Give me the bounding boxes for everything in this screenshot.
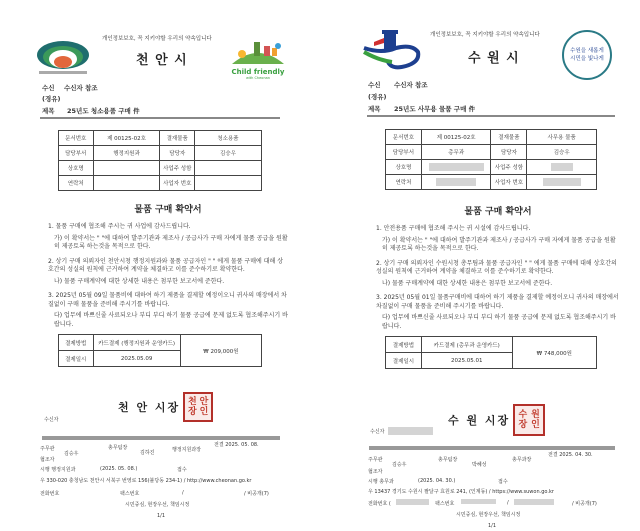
table-row	[59, 335, 262, 351]
table-cell	[194, 176, 261, 191]
suwon-logo	[362, 28, 424, 72]
table-cell: 담당부서	[386, 145, 422, 160]
paragraph-2: 2. 상기 구매 의뢰자인 수원시청 총무팀과 물품 공급자인 " " 에게 물품 구매에 대해 상호간의 성실의 원칙에 근거하여 계약을 체결하고 이를 준수하기로 확약한다.	[376, 259, 617, 275]
footer-execution-date: (2025. 05. 08.)	[100, 466, 138, 472]
footer-fax: 팩스번호	[435, 501, 455, 507]
recipient: 수신자 참조	[64, 84, 98, 92]
signature-block	[448, 404, 545, 436]
recipient-label: 수신	[368, 81, 381, 89]
footer-officer-label: 주무관	[40, 446, 55, 452]
footer-officer-label: 주무관	[368, 457, 383, 463]
signer-name: 천 안 시장	[118, 401, 181, 414]
official-seal: 천 안 장 인	[183, 392, 213, 422]
redacted-field	[514, 499, 554, 505]
redacted-field	[543, 178, 581, 186]
table-cell: 문서번호	[59, 131, 94, 146]
divider	[367, 115, 615, 117]
footer-approval: 전결 2025. 05. 08.	[214, 442, 259, 448]
table-cell: 결제방법	[59, 335, 94, 351]
table-row	[386, 145, 597, 160]
table-cell: 사무용 물품	[527, 130, 597, 145]
table-cell: 연락처	[59, 176, 94, 191]
payment-table	[385, 336, 597, 369]
footer-slash: /	[507, 500, 509, 506]
footer-motto: 시민중심, 현장우선, 책임시정	[456, 512, 521, 518]
footer-motto: 시민중심, 현장우선, 책임시정	[125, 502, 190, 508]
footer-officer: 김승우	[392, 462, 407, 468]
table-cell	[421, 160, 491, 175]
privacy-slogan: 개인정보보호, 꼭 지키야할 우리의 약속입니다	[102, 36, 212, 42]
table-cell: 총무과	[421, 145, 491, 160]
confirmation-body	[376, 204, 620, 369]
table-cell: ₩ 748,000원	[512, 337, 596, 369]
footer-disclosure: / 비공개(7)	[572, 501, 597, 507]
via-label: (경유)	[42, 95, 61, 103]
table-row	[59, 131, 262, 146]
via-label: (경유)	[368, 93, 387, 101]
table-cell	[527, 175, 597, 190]
table-cell	[93, 161, 160, 176]
table-cell: 담당자	[491, 145, 527, 160]
table-cell: 사업자 번호	[160, 176, 195, 191]
footer-team: 박혜성	[472, 462, 487, 468]
table-cell: 사업주 성함	[160, 161, 195, 176]
footer-dept-label: 총무과장	[512, 457, 532, 463]
redacted-field	[551, 163, 573, 171]
table-row	[386, 130, 597, 145]
confirmation-body	[48, 202, 288, 367]
subject-label: 제목	[368, 105, 381, 113]
table-cell: 문서번호	[386, 130, 422, 145]
table-cell: 결재물품	[160, 131, 195, 146]
redacted-field	[461, 499, 496, 504]
table-cell: 결제일시	[386, 353, 422, 369]
table-cell	[527, 160, 597, 175]
cheonan-logo	[36, 40, 92, 76]
footer-bar	[369, 446, 615, 450]
paragraph-2: 2. 상기 구매 의뢰자인 천안시청 행정지원과와 물품 공급자인 " " 에게 물품 구매에 대해 상호간의 성실의 원칙에 근거하여 계약을 체결하고 이를 준수하기로 확약한다.	[48, 257, 284, 273]
paragraph-3: 3. 2025년 05월 01일 물품구매비에 대하여 하기 제품을 결제할 예정이오니 귀사의 매장에서 차질없이 구매 물품을 준비해 주시기를 바랍니다.	[376, 294, 619, 310]
table-cell: 결제방법	[386, 337, 422, 353]
signer-name: 수 원 시장	[448, 414, 511, 427]
paragraph-1: 1. 안전용품 구매에 협조해 주시는 귀 시설에 감사드립니다.	[376, 225, 531, 232]
footer-cooperator-label: 협조자	[40, 457, 55, 463]
footer-execution: 시행 총무과	[368, 479, 394, 485]
privacy-slogan: 개인정보보호, 꼭 지키야할 우리의 약속입니다	[430, 32, 540, 38]
redacted-field	[388, 427, 433, 435]
table-cell: 김승우	[194, 146, 261, 161]
badge-text: Child friendly	[231, 68, 285, 76]
suwon-slogan-badge	[562, 30, 612, 80]
issuer-title: 천 안 시	[136, 53, 188, 68]
table-cell: 카드결제 (총무과 운영카드)	[421, 337, 512, 353]
table-cell	[93, 176, 160, 191]
paragraph-3a: 다) 업무에 바쁘신줄 사료되오나 부디 부디 하기 물품 공급에 문제 없도록 협조해주시기 바랍니다.	[54, 312, 288, 328]
footer-execution: 시행 행정지원과	[40, 467, 76, 473]
footer-phone: 전화번호 (	[368, 501, 391, 507]
suwon-document	[320, 0, 640, 531]
table-cell: ₩ 209,000원	[180, 335, 261, 367]
redacted-field	[396, 499, 429, 505]
table-cell: 사업자 번호	[491, 175, 527, 190]
table-cell: 결제일시	[59, 351, 94, 367]
footer-team-label: 총무팀장	[438, 457, 458, 463]
footer-phone: 전화번호	[40, 491, 60, 497]
document-info-table	[385, 129, 597, 190]
table-row	[59, 161, 262, 176]
issuer-title: 수 원 시	[468, 51, 520, 66]
confirmation-heading: 물품 구매 확약서	[134, 205, 202, 215]
signature-block	[118, 392, 213, 422]
table-cell: 청소용품	[194, 131, 261, 146]
table-row	[59, 176, 262, 191]
subject-label: 제목	[42, 107, 55, 115]
payment-table	[58, 334, 262, 367]
table-cell: 상호명	[386, 160, 422, 175]
table-cell: 2025.05.01	[421, 353, 512, 369]
footer-slash: /	[182, 490, 184, 496]
footer-officer: 김승우	[64, 451, 79, 457]
table-cell: 담당부서	[59, 146, 94, 161]
paragraph-1: 1. 물품 구매에 협조해 주시는 귀 사업에 감사드립니다.	[48, 223, 191, 230]
table-cell: 연락처	[386, 175, 422, 190]
table-cell	[421, 175, 491, 190]
footer-execution-date: (2025. 04. 30.)	[418, 478, 456, 484]
divider	[40, 117, 280, 119]
table-cell: 제 00125-02호	[421, 130, 491, 145]
page-number: 1/1	[157, 513, 166, 519]
redacted-field	[429, 163, 484, 171]
footer-receipt: 접수	[498, 479, 508, 485]
paragraph-2a: 나) 물품 구매계약에 대한 상세한 내용은 첨부한 보고서에 준한다.	[54, 277, 225, 285]
table-cell: 제 00125-02호	[93, 131, 160, 146]
subject: 25년도 청소용품 구매 件	[67, 107, 140, 115]
official-seal: 수 원 장 인	[513, 404, 545, 436]
document-info-table	[58, 130, 262, 191]
table-cell: 김승우	[527, 145, 597, 160]
footer-address: 우 330-020 충청남도 천안시 서북구 번영로 156(불당동 234-1) / http://www.cheonan.go.kr	[40, 478, 252, 484]
table-row	[386, 175, 597, 190]
confirmation-heading: 물품 구매 확약서	[464, 207, 532, 217]
table-row	[386, 337, 597, 353]
table-cell: 담당자	[160, 146, 195, 161]
paragraph-2a: 나) 물품 구매계약에 대한 상세한 내용은 첨부한 보고서에 준한다.	[382, 279, 553, 287]
footer-team-label: 총무팀장	[108, 445, 128, 451]
table-cell: 결재물품	[491, 130, 527, 145]
table-row	[386, 160, 597, 175]
child-friendly-logo	[228, 38, 288, 80]
recipient-label: 수신	[42, 84, 55, 92]
footer-team: 김하진	[140, 450, 155, 456]
footer-cooperator-label: 협조자	[368, 469, 383, 475]
footer-dept-label: 행정지원과장	[172, 447, 201, 453]
footer-address: 우 13437 경기도 수원시 팔달구 효원로 241, (인계동) / https://www.suwon.go.kr	[368, 489, 554, 495]
table-cell: 카드결제 (행정지원과 운영카드)	[93, 335, 180, 351]
paragraph-1a: 가) 이 확약서는 " "에 대하여 발주기관과 제조사 / 공급사가 구매 자에게 물품 공급을 원활히 제공토록 하는것을 목적으로 한다.	[382, 236, 616, 252]
footer-approval: 전결 2025. 04. 30.	[548, 452, 593, 458]
badge-sub: with Cheonan	[245, 76, 271, 80]
table-cell: 행정지원과	[93, 146, 160, 161]
footer-fax: 팩스번호	[120, 491, 140, 497]
receiver-label: 수신자	[370, 429, 385, 435]
recipient: 수신자 참조	[394, 81, 428, 89]
table-cell: 2025.05.09	[93, 351, 180, 367]
footer-disclosure: / 비공개(7)	[244, 491, 269, 497]
footer-bar	[42, 436, 280, 440]
table-row	[59, 146, 262, 161]
paragraph-3: 3. 2025년 05월 09일 물품비에 대하여 하기 제품을 결제할 예정이오니 귀사의 매장에서 차질없이 구매 물품을 준비해 주시기를 바랍니다.	[48, 292, 287, 308]
table-cell: 상호명	[59, 161, 94, 176]
badge-text: 수원을 새롭게 시민을 빛나게	[570, 48, 604, 62]
subject: 25년도 사무용 물품 구매 件	[394, 105, 476, 113]
table-cell: 사업주 성함	[491, 160, 527, 175]
paragraph-3a: 다) 업무에 바쁘신줄 사료되오나 부디 부디 하기 물품 공급에 문제 없도록 협조해주시기 바랍니다.	[382, 314, 616, 330]
footer-receipt: 접수	[177, 467, 187, 473]
table-cell	[194, 161, 261, 176]
page-number: 1/1	[488, 523, 497, 529]
paragraph-1a: 가) 이 확약서는 " "에 대하여 발주기관과 제조사 / 공급사가 구매 자에게 물품 공급을 원활히 제공토록 하는것을 목적으로 한다.	[54, 234, 288, 250]
receiver-label: 수신자	[44, 417, 59, 423]
redacted-field	[436, 178, 476, 186]
